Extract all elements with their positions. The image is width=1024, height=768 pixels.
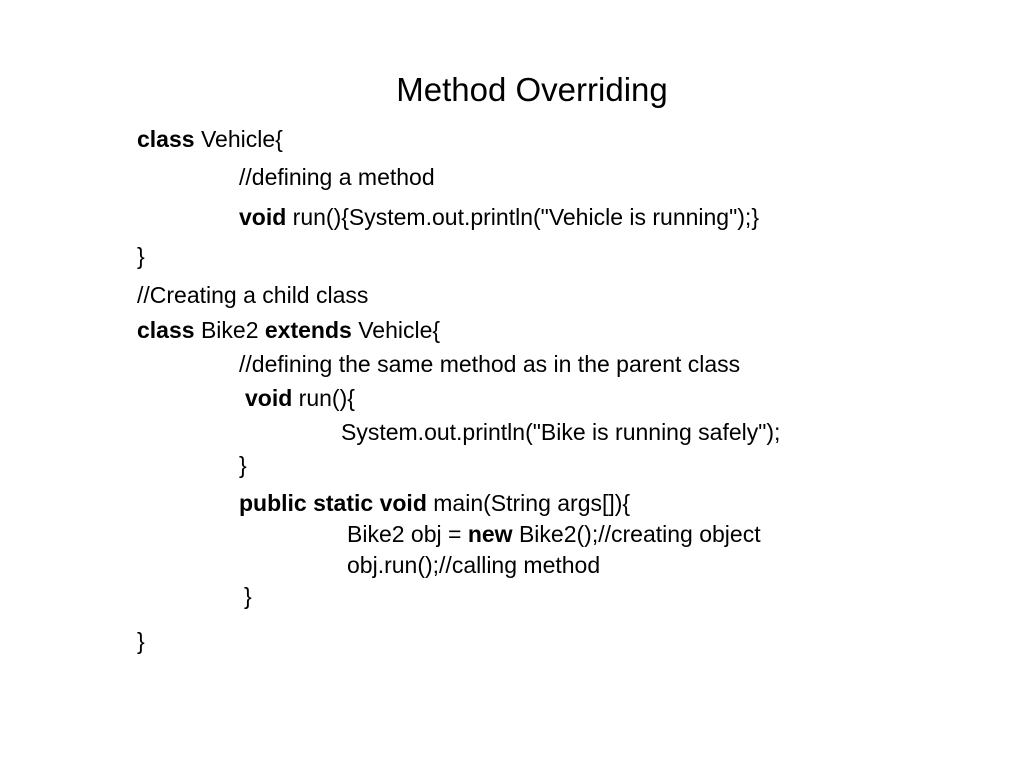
code-comment: //defining the same method as in the parent class: [239, 351, 741, 377]
code-line-vehicle-run: [239, 202, 759, 232]
keyword-new: new: [467, 521, 513, 547]
code-line-close-main: [244, 581, 252, 611]
code-text: obj.run();//calling method: [347, 552, 601, 578]
code-line-close-bike2: [137, 626, 145, 656]
code-brace: }: [137, 243, 145, 269]
code-text: System.out.println("Bike is running safely");: [341, 419, 781, 445]
code-line-main: [239, 488, 630, 518]
code-brace: }: [239, 452, 247, 478]
slide-title: Method Overriding: [396, 71, 668, 108]
code-comment: //defining a method: [239, 164, 435, 190]
keyword-void: void: [245, 385, 293, 411]
code-text: run(){System.out.println("Vehicle is running");}: [286, 204, 759, 230]
code-text: Vehicle{: [194, 126, 283, 152]
code-line-comment-child-class: [137, 280, 368, 310]
code-brace: }: [137, 628, 145, 654]
code-line-class-vehicle: [137, 124, 283, 154]
keyword-public-static-void: public static void: [239, 490, 427, 516]
keyword-extends: extends: [264, 317, 352, 343]
code-line-close-run: [239, 450, 247, 480]
code-text: Bike2();//creating object: [512, 521, 761, 547]
keyword-void: void: [239, 204, 287, 230]
code-line-call-method: [347, 550, 600, 580]
code-text: main(String args[]){: [426, 490, 631, 516]
code-line-comment-same-method: [239, 349, 740, 379]
code-brace: }: [244, 583, 252, 609]
code-text: Bike2: [194, 317, 265, 343]
code-text: run(){: [292, 385, 355, 411]
code-text: Bike2 obj =: [347, 521, 468, 547]
keyword-class: class: [137, 126, 195, 152]
keyword-class: class: [137, 317, 195, 343]
code-text: Vehicle{: [351, 317, 441, 343]
code-comment: //Creating a child class: [137, 282, 369, 308]
code-line-class-bike2: [137, 315, 440, 345]
code-line-comment-defining-method: [239, 162, 435, 192]
code-line-create-object: [347, 519, 761, 549]
code-line-close-vehicle: [137, 241, 145, 271]
code-line-println-bike: [341, 417, 780, 447]
code-line-bike-run: [245, 383, 355, 413]
